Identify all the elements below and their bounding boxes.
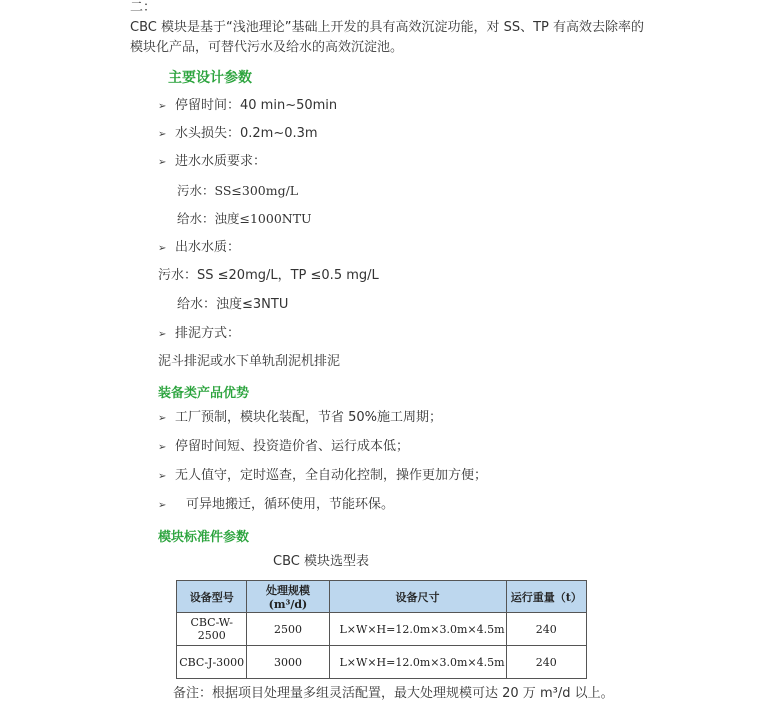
cell-size: L×W×H=12.0m×3.0m×4.5m (329, 646, 506, 679)
table-row (177, 646, 587, 679)
arrow-bullet-icon: ➢ (158, 129, 167, 140)
arrow-bullet-icon: ➢ (158, 243, 167, 254)
table-caption: CBC 模块选型表 (273, 554, 369, 569)
influent-sewage: 污水：SS≤300mg/L (177, 183, 299, 198)
cell-weight: 240 (506, 646, 586, 679)
cell-model: CBC-J-3000 (177, 646, 247, 679)
advantages-title: 装备类产品优势 (158, 386, 250, 401)
table-header-row (177, 581, 587, 613)
effluent-water: 给水：浊度≤3NTU (177, 297, 289, 312)
advantage-item: ➢ 可异地搬迁，循环使用，节能环保。 (158, 497, 395, 512)
advantage-item: ➢ 停留时间短、投资造价省、运行成本低； (158, 439, 410, 454)
design-item-residence: ➢ 停留时间：40 min~50min (158, 98, 338, 113)
effluent-sewage: 污水：SS ≤20mg/L，TP ≤0.5 mg/L (158, 268, 379, 283)
arrow-bullet-icon: ➢ (158, 101, 167, 112)
design-item-headloss: ➢ 水头损失：0.2m~0.3m (158, 126, 318, 141)
arrow-bullet-icon: ➢ (158, 329, 167, 340)
arrow-bullet-icon: ➢ (158, 500, 167, 511)
cell-capacity: 2500 (247, 613, 329, 646)
sludge-text: 泥斗排泥或水下单轨刮泥机排泥 (158, 354, 341, 369)
effluent-label: ➢ 出水水质： (158, 240, 241, 255)
heading-fragment: 二： (130, 0, 157, 15)
header-capacity: 处理规模(m³/d) (247, 581, 329, 613)
advantage-item: ➢ 工厂预制，模块化装配，节省 50%施工周期； (158, 410, 443, 425)
footnote: 备注：根据项目处理量多组灵活配置，最大处理规模可达 20 万 m³/d 以上。 (173, 686, 614, 701)
intro-line-1: CBC 模块是基于“浅池理论”基础上开发的具有高效沉淀功能，对 SS、TP 有高效去除率的 (130, 20, 644, 35)
intro-line-2: 模块化产品，可替代污水及给水的高效沉淀池。 (130, 40, 404, 55)
table-row (177, 613, 587, 646)
header-model: 设备型号 (177, 581, 247, 613)
advantage-item: ➢ 无人值守，定时巡查，全自动化控制，操作更加方便； (158, 468, 488, 483)
design-item-influent: ➢ 进水水质要求： (158, 154, 267, 169)
header-weight: 运行重量（t） (506, 581, 586, 613)
influent-water: 给水：浊度≤1000NTU (177, 211, 312, 226)
cell-model: CBC-W-2500 (177, 613, 247, 646)
selection-table (176, 580, 587, 679)
arrow-bullet-icon: ➢ (158, 413, 167, 424)
sludge-label: ➢ 排泥方式： (158, 326, 241, 341)
arrow-bullet-icon: ➢ (158, 471, 167, 482)
cell-size: L×W×H=12.0m×3.0m×4.5m (329, 613, 506, 646)
header-size: 设备尺寸 (329, 581, 506, 613)
module-params-title: 模块标准件参数 (158, 530, 250, 545)
design-params-title: 主要设计参数 (168, 70, 252, 86)
arrow-bullet-icon: ➢ (158, 157, 167, 168)
cell-capacity: 3000 (247, 646, 329, 679)
arrow-bullet-icon: ➢ (158, 442, 167, 453)
cell-weight: 240 (506, 613, 586, 646)
